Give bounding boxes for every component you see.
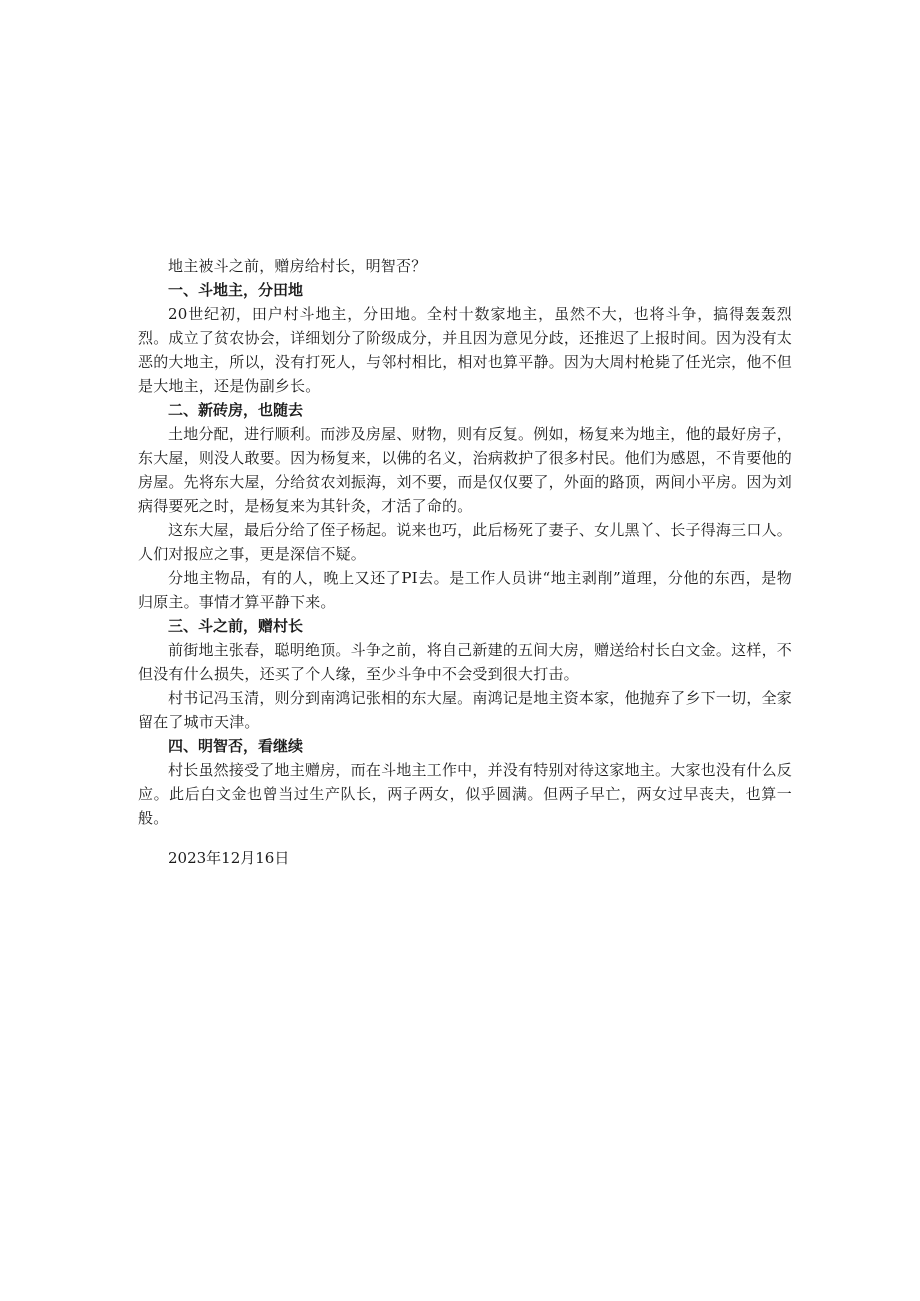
section-4-heading: 四、明智否，看继续 [168, 737, 304, 755]
document-body [138, 254, 792, 870]
section-3-paragraph-2: 村书记冯玉清，则分到南鸿记张相的东大屋。南鸿记是地主资本家，他抛弃了乡下一切，全家留在了城市天津。 [138, 689, 792, 731]
section-2-paragraph-2: 这东大屋，最后分给了侄子杨起。说来也巧，此后杨死了妻子、女儿黑丫、长子得海三口人。人们对报应之事，更是深信不疑。 [138, 521, 792, 563]
section-2-paragraph-3: 分地主物品，有的人，晚上又还了PI去。是工作人员讲“地主剥削”道理，分他的东西，是物归原主。事情才算平静下来。 [138, 569, 792, 611]
intro-paragraph: 地主被斗之前，赠房给村长，明智否？ [168, 257, 427, 275]
section-3-heading: 三、斗之前，赠村长 [168, 617, 304, 635]
section-3-paragraph-1: 前街地主张春，聪明绝顶。斗争之前，将自己新建的五间大房，赠送给村长白文金。这样，不但没有什么损失，还买了个人缘，至少斗争中不会受到很大打击。 [138, 641, 792, 683]
document-date: 2023年12月16日 [168, 849, 290, 867]
section-2-paragraph-1: 土地分配，进行顺利。而涉及房屋、财物，则有反复。例如，杨复来为地主，他的最好房子，东大屋，则没人敢要。因为杨复来，以佛的名义，治病救护了很多村民。他们为感恩，不肯要他的房屋。先将东大屋，分给贫农刘振海，刘不要，而是仅仅要了，外面的路顶，两间小平房。因为刘病得要死之时，是杨复来为其针灸，才活了命的。 [138, 425, 792, 515]
section-1-heading: 一、斗地主，分田地 [168, 281, 304, 299]
section-2-heading: 二、新砖房，也随去 [168, 401, 304, 419]
section-1-paragraph-1: 20世纪初，田户村斗地主，分田地。全村十数家地主，虽然不大，也将斗争，搞得轰轰烈烈。成立了贫农协会，详细划分了阶级成分，并且因为意见分歧，还推迟了上报时间。因为没有太恶的大地主，所以，没有打死人，与邻村相比，相对也算平静。因为大周村枪毙了任光宗，他不但是大地主，还是伪副乡长。 [138, 305, 792, 395]
section-4-paragraph-1: 村长虽然接受了地主赠房，而在斗地主工作中，并没有特别对待这家地主。大家也没有什么反应。此后白文金也曾当过生产队长，两子两女，似乎圆满。但两子早亡，两女过早丧夫，也算一般。 [138, 761, 792, 827]
